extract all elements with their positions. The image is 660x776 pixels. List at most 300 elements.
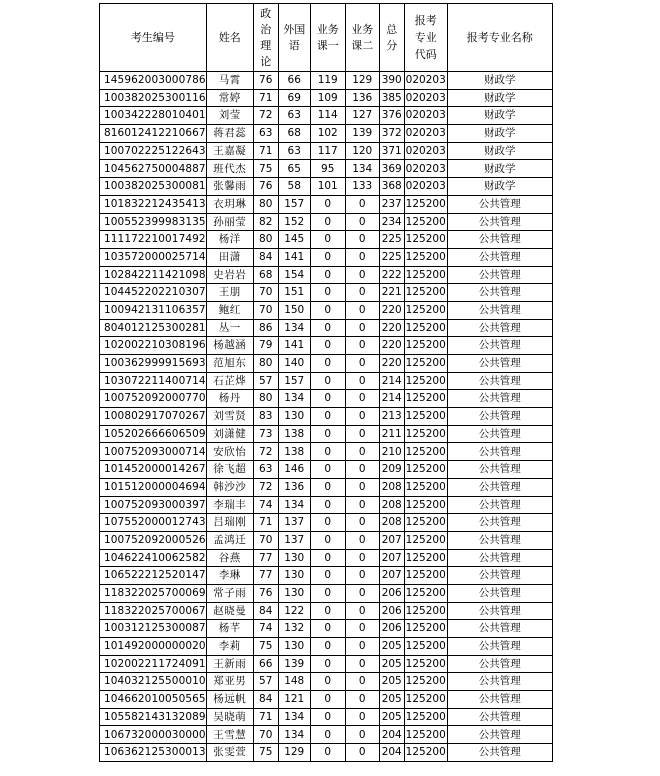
politics-cell: 76 <box>253 178 278 196</box>
total-cell: 214 <box>379 390 404 408</box>
major-name-cell: 公共管理 <box>447 549 552 567</box>
course-one-cell: 0 <box>310 726 345 744</box>
total-cell: 209 <box>379 461 404 479</box>
foreign-language-cell: 130 <box>278 638 310 656</box>
table-row <box>100 655 553 673</box>
total-cell: 213 <box>379 408 404 426</box>
course-two-cell: 0 <box>345 549 379 567</box>
major-name-cell: 财政学 <box>447 142 552 160</box>
table-row <box>100 514 553 532</box>
major-name-cell: 公共管理 <box>447 531 552 549</box>
foreign-language-cell: 136 <box>278 478 310 496</box>
course-two-cell: 129 <box>345 72 379 90</box>
course-two-cell: 0 <box>345 425 379 443</box>
major-name-cell: 公共管理 <box>447 744 552 762</box>
politics-cell: 72 <box>253 478 278 496</box>
name-cell: 李瑞丰 <box>206 496 253 514</box>
course-one-cell: 0 <box>310 390 345 408</box>
major-code-cell: 125200 <box>404 284 447 302</box>
course-one-cell: 114 <box>310 107 345 125</box>
candidate-id-cell: 804012125300281 <box>100 319 207 337</box>
major-name-cell: 公共管理 <box>447 195 552 213</box>
major-code-cell: 125200 <box>404 726 447 744</box>
politics-cell: 82 <box>253 213 278 231</box>
course-one-cell: 0 <box>310 408 345 426</box>
politics-cell: 84 <box>253 602 278 620</box>
course-two-cell: 0 <box>345 443 379 461</box>
candidate-id-cell: 100752092000770 <box>100 390 207 408</box>
col-header-foreign-language: 外国语 <box>278 4 310 72</box>
major-code-cell: 125200 <box>404 372 447 390</box>
major-name-cell: 公共管理 <box>447 514 552 532</box>
course-two-cell: 0 <box>345 408 379 426</box>
politics-cell: 80 <box>253 231 278 249</box>
candidate-id-cell: 100752093000397 <box>100 496 207 514</box>
name-cell: 班代杰 <box>206 160 253 178</box>
candidate-id-cell: 105582143132089 <box>100 708 207 726</box>
table-row <box>100 478 553 496</box>
course-two-cell: 133 <box>345 178 379 196</box>
foreign-language-cell: 130 <box>278 567 310 585</box>
course-one-cell: 0 <box>310 673 345 691</box>
foreign-language-cell: 134 <box>278 496 310 514</box>
course-one-cell: 0 <box>310 638 345 656</box>
politics-cell: 74 <box>253 496 278 514</box>
col-header-major-code: 报考专业代码 <box>404 4 447 72</box>
major-code-cell: 125200 <box>404 620 447 638</box>
major-name-cell: 公共管理 <box>447 425 552 443</box>
name-cell: 孟鸿迁 <box>206 531 253 549</box>
major-name-cell: 公共管理 <box>447 213 552 231</box>
name-cell: 赵晓曼 <box>206 602 253 620</box>
total-cell: 376 <box>379 107 404 125</box>
candidate-id-cell: 100362999915693 <box>100 355 207 373</box>
foreign-language-cell: 148 <box>278 673 310 691</box>
course-one-cell: 0 <box>310 620 345 638</box>
total-cell: 220 <box>379 355 404 373</box>
politics-cell: 75 <box>253 744 278 762</box>
major-name-cell: 公共管理 <box>447 691 552 709</box>
name-cell: 吴晓萌 <box>206 708 253 726</box>
table-row <box>100 726 553 744</box>
candidate-id-cell: 104622410062582 <box>100 549 207 567</box>
course-two-cell: 0 <box>345 531 379 549</box>
candidate-id-cell: 111172210017492 <box>100 231 207 249</box>
course-two-cell: 0 <box>345 461 379 479</box>
major-code-cell: 020203 <box>404 125 447 143</box>
politics-cell: 70 <box>253 726 278 744</box>
major-name-cell: 公共管理 <box>447 496 552 514</box>
foreign-language-cell: 134 <box>278 708 310 726</box>
name-cell: 韩沙沙 <box>206 478 253 496</box>
course-two-cell: 0 <box>345 337 379 355</box>
major-code-cell: 125200 <box>404 390 447 408</box>
name-cell: 张雯萱 <box>206 744 253 762</box>
major-name-cell: 财政学 <box>447 178 552 196</box>
candidate-id-cell: 100752093000714 <box>100 443 207 461</box>
politics-cell: 77 <box>253 567 278 585</box>
course-one-cell: 119 <box>310 72 345 90</box>
politics-cell: 75 <box>253 160 278 178</box>
total-cell: 211 <box>379 425 404 443</box>
name-cell: 张馨雨 <box>206 178 253 196</box>
politics-cell: 63 <box>253 461 278 479</box>
politics-cell: 70 <box>253 284 278 302</box>
politics-cell: 84 <box>253 691 278 709</box>
major-name-cell: 公共管理 <box>447 443 552 461</box>
name-cell: 王雪慧 <box>206 726 253 744</box>
name-cell: 杨越涵 <box>206 337 253 355</box>
table-row <box>100 496 553 514</box>
foreign-language-cell: 132 <box>278 620 310 638</box>
course-two-cell: 0 <box>345 231 379 249</box>
politics-cell: 72 <box>253 443 278 461</box>
course-one-cell: 0 <box>310 708 345 726</box>
table-row <box>100 549 553 567</box>
major-code-cell: 125200 <box>404 744 447 762</box>
course-one-cell: 0 <box>310 584 345 602</box>
total-cell: 221 <box>379 284 404 302</box>
candidate-id-cell: 145962003000786 <box>100 72 207 90</box>
name-cell: 田潇 <box>206 248 253 266</box>
major-code-cell: 125200 <box>404 549 447 567</box>
course-one-cell: 0 <box>310 337 345 355</box>
politics-cell: 72 <box>253 107 278 125</box>
course-one-cell: 0 <box>310 655 345 673</box>
name-cell: 常子雨 <box>206 584 253 602</box>
name-cell: 杨洋 <box>206 231 253 249</box>
name-cell: 郑亚男 <box>206 673 253 691</box>
foreign-language-cell: 134 <box>278 390 310 408</box>
major-name-cell: 财政学 <box>447 72 552 90</box>
total-cell: 204 <box>379 744 404 762</box>
major-code-cell: 125200 <box>404 213 447 231</box>
table-row <box>100 160 553 178</box>
candidate-id-cell: 100312125300087 <box>100 620 207 638</box>
col-header-major-name: 报考专业名称 <box>447 4 552 72</box>
candidate-id-cell: 101832212435413 <box>100 195 207 213</box>
politics-cell: 76 <box>253 584 278 602</box>
col-header-name: 姓名 <box>206 4 253 72</box>
course-two-cell: 0 <box>345 372 379 390</box>
total-cell: 205 <box>379 708 404 726</box>
foreign-language-cell: 129 <box>278 744 310 762</box>
candidate-id-cell: 104562750004887 <box>100 160 207 178</box>
major-name-cell: 公共管理 <box>447 408 552 426</box>
name-cell: 王嘉凝 <box>206 142 253 160</box>
total-cell: 207 <box>379 567 404 585</box>
course-one-cell: 0 <box>310 514 345 532</box>
course-two-cell: 0 <box>345 496 379 514</box>
politics-cell: 71 <box>253 89 278 107</box>
table-row <box>100 425 553 443</box>
foreign-language-cell: 134 <box>278 319 310 337</box>
total-cell: 220 <box>379 337 404 355</box>
candidate-id-cell: 102002211724091 <box>100 655 207 673</box>
foreign-language-cell: 141 <box>278 337 310 355</box>
candidate-id-cell: 104032125500010 <box>100 673 207 691</box>
candidate-id-cell: 118322025700067 <box>100 602 207 620</box>
course-one-cell: 0 <box>310 319 345 337</box>
candidate-id-cell: 106522212520147 <box>100 567 207 585</box>
table-row <box>100 72 553 90</box>
course-one-cell: 0 <box>310 691 345 709</box>
table-row <box>100 673 553 691</box>
name-cell: 孙丽莹 <box>206 213 253 231</box>
course-one-cell: 0 <box>310 195 345 213</box>
major-code-cell: 125200 <box>404 355 447 373</box>
major-code-cell: 125200 <box>404 602 447 620</box>
major-code-cell: 125200 <box>404 319 447 337</box>
total-cell: 205 <box>379 655 404 673</box>
name-cell: 蒋君蕊 <box>206 125 253 143</box>
course-two-cell: 0 <box>345 691 379 709</box>
col-header-candidate-id: 考生编号 <box>100 4 207 72</box>
foreign-language-cell: 65 <box>278 160 310 178</box>
course-two-cell: 0 <box>345 248 379 266</box>
candidate-id-cell: 101452000014267 <box>100 461 207 479</box>
total-cell: 220 <box>379 301 404 319</box>
major-code-cell: 125200 <box>404 496 447 514</box>
course-two-cell: 0 <box>345 390 379 408</box>
major-code-cell: 020203 <box>404 107 447 125</box>
politics-cell: 75 <box>253 638 278 656</box>
total-cell: 225 <box>379 248 404 266</box>
col-header-total: 总分 <box>379 4 404 72</box>
total-cell: 206 <box>379 620 404 638</box>
total-cell: 208 <box>379 496 404 514</box>
foreign-language-cell: 138 <box>278 425 310 443</box>
name-cell: 衣玥琳 <box>206 195 253 213</box>
course-two-cell: 0 <box>345 266 379 284</box>
name-cell: 刘雪贤 <box>206 408 253 426</box>
table-row <box>100 213 553 231</box>
major-name-cell: 公共管理 <box>447 355 552 373</box>
politics-cell: 57 <box>253 372 278 390</box>
col-header-course-two: 业务课二 <box>345 4 379 72</box>
table-row <box>100 744 553 762</box>
name-cell: 李琳 <box>206 567 253 585</box>
foreign-language-cell: 68 <box>278 125 310 143</box>
major-code-cell: 125200 <box>404 691 447 709</box>
major-name-cell: 公共管理 <box>447 567 552 585</box>
foreign-language-cell: 130 <box>278 549 310 567</box>
total-cell: 205 <box>379 691 404 709</box>
major-name-cell: 公共管理 <box>447 301 552 319</box>
major-name-cell: 财政学 <box>447 107 552 125</box>
table-row <box>100 178 553 196</box>
table-row <box>100 372 553 390</box>
major-code-cell: 020203 <box>404 142 447 160</box>
course-one-cell: 95 <box>310 160 345 178</box>
table-row <box>100 107 553 125</box>
course-one-cell: 0 <box>310 478 345 496</box>
politics-cell: 80 <box>253 355 278 373</box>
candidate-id-cell: 100702225122643 <box>100 142 207 160</box>
candidate-id-cell: 106362125300013 <box>100 744 207 762</box>
major-name-cell: 财政学 <box>447 160 552 178</box>
table-body <box>100 72 553 762</box>
major-code-cell: 125200 <box>404 673 447 691</box>
table-row <box>100 231 553 249</box>
table-row <box>100 319 553 337</box>
foreign-language-cell: 137 <box>278 514 310 532</box>
course-one-cell: 117 <box>310 142 345 160</box>
course-one-cell: 0 <box>310 602 345 620</box>
course-two-cell: 0 <box>345 478 379 496</box>
course-one-cell: 0 <box>310 461 345 479</box>
candidate-id-cell: 100552399983135 <box>100 213 207 231</box>
table-row <box>100 355 553 373</box>
course-two-cell: 0 <box>345 319 379 337</box>
course-two-cell: 0 <box>345 744 379 762</box>
major-code-cell: 020203 <box>404 89 447 107</box>
name-cell: 谷燕 <box>206 549 253 567</box>
col-header-politics: 政治理论 <box>253 4 278 72</box>
table-row <box>100 248 553 266</box>
foreign-language-cell: 63 <box>278 142 310 160</box>
foreign-language-cell: 66 <box>278 72 310 90</box>
course-two-cell: 0 <box>345 195 379 213</box>
candidate-id-cell: 102002210308196 <box>100 337 207 355</box>
candidate-id-cell: 103572000025714 <box>100 248 207 266</box>
major-name-cell: 公共管理 <box>447 655 552 673</box>
major-code-cell: 125200 <box>404 461 447 479</box>
table-row <box>100 284 553 302</box>
table-row <box>100 708 553 726</box>
foreign-language-cell: 58 <box>278 178 310 196</box>
foreign-language-cell: 121 <box>278 691 310 709</box>
table-row <box>100 567 553 585</box>
course-two-cell: 0 <box>345 655 379 673</box>
major-name-cell: 公共管理 <box>447 602 552 620</box>
politics-cell: 70 <box>253 531 278 549</box>
name-cell: 丛一 <box>206 319 253 337</box>
foreign-language-cell: 151 <box>278 284 310 302</box>
politics-cell: 77 <box>253 549 278 567</box>
table-row <box>100 266 553 284</box>
course-two-cell: 0 <box>345 567 379 585</box>
foreign-language-cell: 145 <box>278 231 310 249</box>
table-row <box>100 89 553 107</box>
table-row <box>100 584 553 602</box>
major-name-cell: 财政学 <box>447 89 552 107</box>
major-code-cell: 125200 <box>404 478 447 496</box>
foreign-language-cell: 134 <box>278 726 310 744</box>
table-row <box>100 602 553 620</box>
table-row <box>100 195 553 213</box>
major-name-cell: 公共管理 <box>447 248 552 266</box>
course-one-cell: 0 <box>310 443 345 461</box>
table-row <box>100 142 553 160</box>
politics-cell: 84 <box>253 248 278 266</box>
major-name-cell: 公共管理 <box>447 337 552 355</box>
major-name-cell: 公共管理 <box>447 584 552 602</box>
name-cell: 王新雨 <box>206 655 253 673</box>
politics-cell: 66 <box>253 655 278 673</box>
candidate-id-cell: 104662010050565 <box>100 691 207 709</box>
table-row <box>100 337 553 355</box>
major-code-cell: 125200 <box>404 195 447 213</box>
course-two-cell: 0 <box>345 514 379 532</box>
table-row <box>100 620 553 638</box>
total-cell: 368 <box>379 178 404 196</box>
politics-cell: 63 <box>253 125 278 143</box>
course-one-cell: 0 <box>310 248 345 266</box>
name-cell: 刘潇健 <box>206 425 253 443</box>
major-code-cell: 125200 <box>404 514 447 532</box>
foreign-language-cell: 138 <box>278 443 310 461</box>
major-name-cell: 公共管理 <box>447 266 552 284</box>
table-row <box>100 461 553 479</box>
major-name-cell: 公共管理 <box>447 478 552 496</box>
total-cell: 208 <box>379 478 404 496</box>
course-one-cell: 0 <box>310 744 345 762</box>
table-row <box>100 638 553 656</box>
candidate-id-cell: 101492000000020 <box>100 638 207 656</box>
politics-cell: 73 <box>253 425 278 443</box>
name-cell: 史岩岩 <box>206 266 253 284</box>
total-cell: 371 <box>379 142 404 160</box>
candidate-id-cell: 100382025300081 <box>100 178 207 196</box>
major-code-cell: 125200 <box>404 584 447 602</box>
major-code-cell: 125200 <box>404 337 447 355</box>
candidate-id-cell: 102842211421098 <box>100 266 207 284</box>
course-two-cell: 0 <box>345 620 379 638</box>
politics-cell: 71 <box>253 142 278 160</box>
total-cell: 206 <box>379 602 404 620</box>
major-name-cell: 公共管理 <box>447 638 552 656</box>
total-cell: 385 <box>379 89 404 107</box>
course-two-cell: 0 <box>345 584 379 602</box>
name-cell: 杨芊 <box>206 620 253 638</box>
foreign-language-cell: 139 <box>278 655 310 673</box>
table-row <box>100 443 553 461</box>
foreign-language-cell: 140 <box>278 355 310 373</box>
course-two-cell: 136 <box>345 89 379 107</box>
course-two-cell: 0 <box>345 301 379 319</box>
name-cell: 刘莹 <box>206 107 253 125</box>
major-name-cell: 公共管理 <box>447 372 552 390</box>
major-code-cell: 125200 <box>404 266 447 284</box>
total-cell: 208 <box>379 514 404 532</box>
politics-cell: 74 <box>253 620 278 638</box>
major-name-cell: 公共管理 <box>447 620 552 638</box>
total-cell: 237 <box>379 195 404 213</box>
course-one-cell: 0 <box>310 496 345 514</box>
candidate-id-cell: 107552000012743 <box>100 514 207 532</box>
major-code-cell: 125200 <box>404 301 447 319</box>
col-header-course-one: 业务课一 <box>310 4 345 72</box>
major-code-cell: 125200 <box>404 443 447 461</box>
table-row <box>100 301 553 319</box>
major-name-cell: 公共管理 <box>447 708 552 726</box>
politics-cell: 57 <box>253 673 278 691</box>
course-one-cell: 102 <box>310 125 345 143</box>
major-code-cell: 125200 <box>404 248 447 266</box>
major-name-cell: 公共管理 <box>447 673 552 691</box>
candidate-id-cell: 816012412210667 <box>100 125 207 143</box>
course-two-cell: 127 <box>345 107 379 125</box>
candidate-id-cell: 100752092000526 <box>100 531 207 549</box>
total-cell: 214 <box>379 372 404 390</box>
total-cell: 222 <box>379 266 404 284</box>
major-name-cell: 公共管理 <box>447 284 552 302</box>
course-one-cell: 0 <box>310 284 345 302</box>
course-one-cell: 0 <box>310 567 345 585</box>
foreign-language-cell: 63 <box>278 107 310 125</box>
name-cell: 常婷 <box>206 89 253 107</box>
